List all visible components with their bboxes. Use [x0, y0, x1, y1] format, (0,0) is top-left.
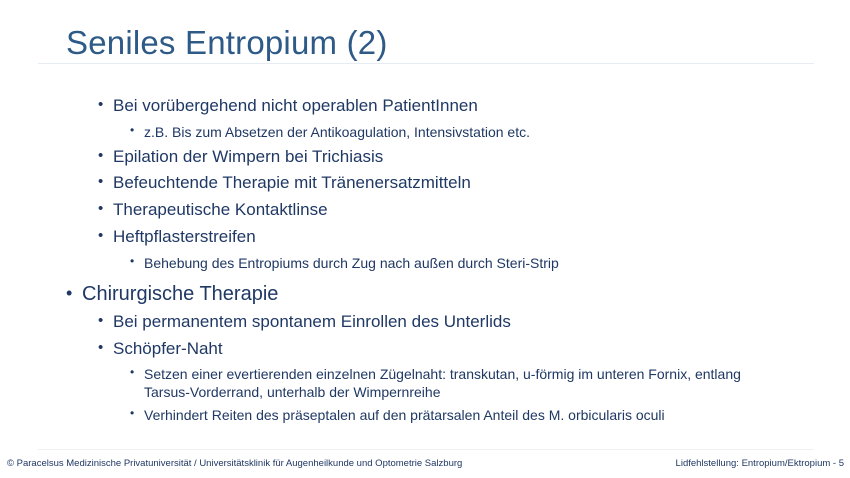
bullet-item: [98, 147, 384, 167]
bullet-item: [98, 200, 328, 220]
bullet-item: [130, 406, 784, 424]
bullet-item: [98, 96, 478, 116]
bullet-icon: •: [130, 406, 135, 420]
bullet-item: [130, 365, 784, 401]
bullet-item: [130, 254, 784, 272]
bullet-item: [98, 339, 223, 359]
bullet-text: Epilation der Wimpern bei Trichiasis: [113, 147, 384, 166]
bullet-item: [130, 123, 784, 141]
bullet-text: Befeuchtende Therapie mit Tränenersatzmitteln: [113, 173, 471, 192]
bullet-item: [98, 312, 511, 332]
bullet-icon: •: [98, 173, 104, 190]
bullet-text: Heftpflasterstreifen: [113, 227, 256, 246]
bullet-icon: •: [98, 96, 104, 113]
bullet-text: Bei vorübergehend nicht operablen PatientInnen: [113, 96, 478, 115]
bullet-icon: •: [130, 365, 135, 379]
bullet-item: [66, 283, 279, 306]
footer-divider: [38, 449, 814, 450]
footer-copyright: © Paracelsus Medizinische Privatuniversität / Universitätsklinik für Augenheilkunde und Optometrie Salzburg: [7, 458, 463, 469]
bullet-icon: •: [98, 339, 104, 356]
bullet-icon: •: [98, 147, 104, 164]
bullet-text: Behebung des Entropiums durch Zug nach außen durch Steri-Strip: [144, 255, 559, 271]
bullet-text: Therapeutische Kontaktlinse: [113, 200, 328, 219]
bullet-icon: •: [130, 123, 135, 137]
bullet-icon: •: [98, 200, 104, 217]
bullet-icon: •: [98, 227, 104, 244]
bullet-text: Bei permanentem spontanem Einrollen des Unterlids: [113, 312, 511, 331]
bullet-text: Chirurgische Therapie: [82, 283, 279, 305]
footer-slide-info: Lidfehlstellung: Entropium/Ektropium - 5: [675, 458, 844, 469]
bullet-icon: •: [98, 312, 104, 329]
bullet-item: [98, 173, 471, 193]
bullet-text: z.B. Bis zum Absetzen der Antikoagulation, Intensivstation etc.: [144, 124, 530, 140]
slide-title: Seniles Entropium (2): [66, 24, 388, 61]
bullet-text: Verhindert Reiten des präseptalen auf den prätarsalen Anteil des M. orbicularis oculi: [144, 407, 665, 423]
bullet-icon: •: [130, 254, 135, 268]
bullet-item: [98, 227, 256, 247]
bullet-icon: •: [66, 283, 73, 303]
bullet-text: Schöpfer-Naht: [113, 339, 223, 358]
bullet-text: Setzen einer evertierenden einzelnen Zügelnaht: transkutan, u-förmig im unteren Fornix, entlang Tarsus-Vorderrand, unterhalb der Wimpernreihe: [144, 366, 741, 400]
title-divider: [38, 63, 814, 64]
